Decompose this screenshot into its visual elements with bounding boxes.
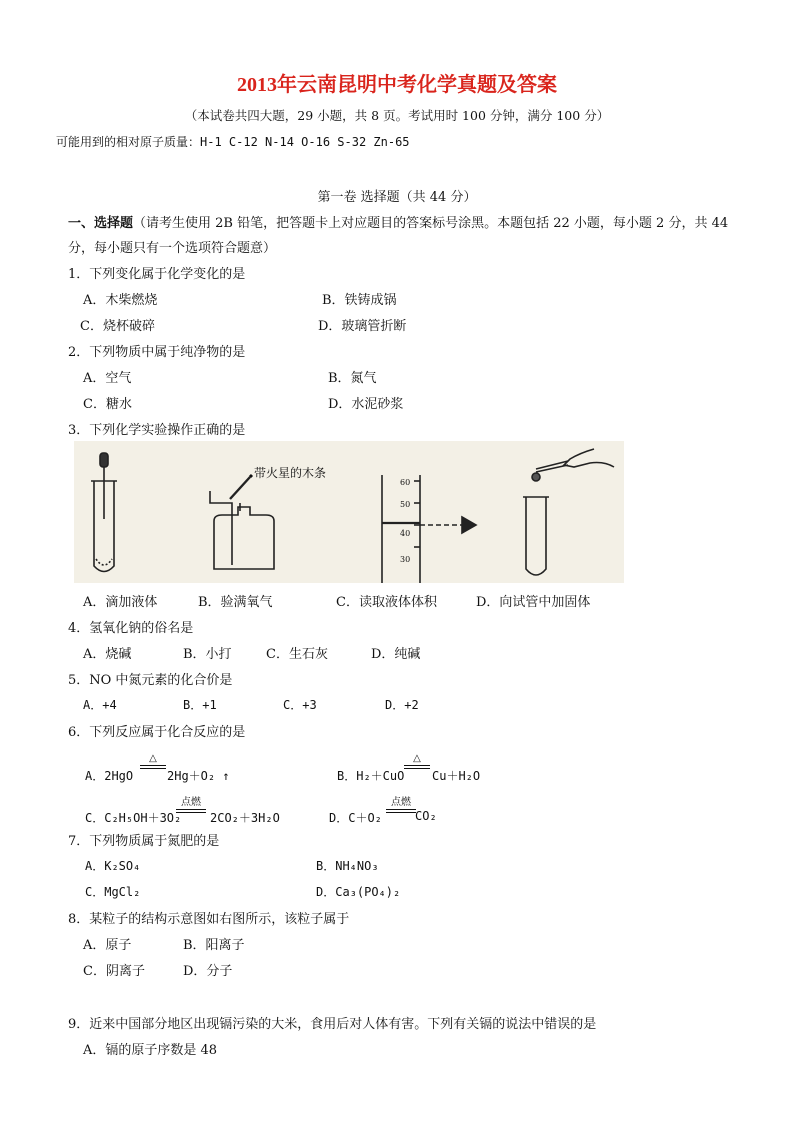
q8-option-b: B．阳离子 [183, 938, 245, 953]
q6-option-b-products: Cu＋H₂O [432, 769, 481, 783]
scale-tick-50: 50 [400, 500, 411, 509]
ignite-condition-d [386, 793, 416, 813]
q4-option-d: D．纯碱 [371, 647, 421, 662]
gas-bottle-illustration [210, 475, 274, 569]
q1-option-b: B．铁铸成锅 [322, 293, 397, 308]
q2-option-c: C．糖水 [83, 397, 132, 412]
q3-option-a: A．滴加液体 [83, 595, 158, 610]
graduated-cylinder-illustration [382, 475, 476, 583]
q6-option-c-products: 2CO₂＋3H₂O [210, 811, 280, 825]
q7-option-c: C．MgCl₂ [85, 885, 141, 899]
q4-option-a: A．烧碱 [83, 647, 132, 662]
q6-option-c-reactants: C．C₂H₅OH＋3O₂ [85, 811, 182, 825]
part1-instructions-line2: 分，每小题只有一个选项符合题意） [68, 241, 277, 256]
q8-option-a: A．原子 [83, 938, 132, 953]
q6-option-a-reactants: A．2HgO [85, 769, 134, 783]
q1-stem: 1．下列变化属于化学变化的是 [68, 267, 246, 282]
part1-label: 一、选择题 [68, 216, 134, 231]
q3-stem: 3．下列化学实验操作正确的是 [68, 423, 246, 438]
atomic-masses: 可能用到的相对原子质量：H-1 C-12 N-14 O-16 S-32 Zn-65 [56, 135, 410, 149]
heat-condition-b [404, 753, 430, 769]
heat-label: △ [413, 753, 421, 764]
ignite-label: 点燃 [181, 797, 201, 808]
q2-option-a: A．空气 [83, 371, 132, 386]
q4-option-c: C．生石灰 [266, 647, 328, 662]
scale-tick-60: 60 [400, 478, 411, 487]
page-title: 2013年云南昆明中考化学真题及答案 [237, 74, 557, 96]
q3-option-d: D．向试管中加固体 [476, 595, 591, 610]
splint-label: 带火星的木条 [254, 466, 327, 480]
q1-option-d: D．玻璃管折断 [318, 319, 407, 334]
q2-option-d: D．水泥砂浆 [328, 397, 404, 412]
tongs-test-tube-illustration [523, 449, 614, 575]
q6-option-d-reactants: D．C＋O₂ [329, 811, 382, 825]
q5-option-b: B．+1 [183, 698, 217, 712]
q7-option-a: A．K₂SO₄ [85, 859, 141, 873]
exam-subtitle: （本试卷共四大题，29 小题，共 8 页。考试用时 100 分钟，满分 100 分） [184, 108, 610, 123]
q4-stem: 4．氢氧化钠的俗名是 [68, 621, 194, 636]
q9-stem: 9．近来中国部分地区出现镉污染的大米，食用后对人体有害。下列有关镉的说法中错误的是 [68, 1017, 597, 1032]
q8-option-d: D．分子 [183, 964, 233, 979]
q2-stem: 2．下列物质中属于纯净物的是 [68, 345, 246, 360]
q7-stem: 7．下列物质属于氮肥的是 [68, 834, 220, 849]
q3-option-b: B．验满氧气 [198, 595, 273, 610]
part1-instructions: （请考生使用 2B 铅笔，把答题卡上对应题目的答案标号涂黑。本题包括 22 小题，每小题 2 分，共 44 [133, 216, 729, 231]
q2-option-b: B．氮气 [328, 371, 377, 386]
q6-stem: 6．下列反应属于化合反应的是 [68, 725, 246, 740]
section-title: 第一卷 选择题（共 44 分） [317, 190, 477, 205]
q1-option-a: A．木柴燃烧 [83, 293, 158, 308]
ignite-condition-c [176, 793, 206, 813]
q9-option-a: A．镉的原子序数是 48 [83, 1043, 218, 1058]
part1-instructions-line1 [68, 212, 728, 231]
q7-option-b: B．NH₄NO₃ [316, 859, 379, 873]
q3-option-c: C．读取液体体积 [336, 595, 437, 610]
q5-option-a: A．+4 [83, 698, 117, 712]
dropper-test-tube-illustration [91, 453, 117, 572]
q6-option-b-reactants: B．H₂＋CuO [337, 769, 405, 783]
q6-option-a-products: 2Hg＋O₂ ↑ [167, 769, 230, 783]
q5-option-c: C．+3 [283, 698, 317, 712]
q6-option-d-products: CO₂ [415, 809, 437, 823]
scale-tick-30: 30 [400, 555, 411, 564]
q3-lab-figure [74, 441, 624, 583]
q8-stem: 8．某粒子的结构示意图如右图所示，该粒子属于 [68, 912, 350, 927]
heat-condition-a [140, 753, 166, 769]
scale-tick-40: 40 [400, 529, 411, 538]
heat-label: △ [149, 753, 157, 764]
q1-option-c: C．烧杯破碎 [80, 319, 155, 334]
ignite-label: 点燃 [391, 797, 411, 808]
q5-stem: 5．NO 中氮元素的化合价是 [68, 673, 233, 688]
lab-operations-illustration [74, 441, 624, 583]
q8-option-c: C．阴离子 [83, 964, 145, 979]
q7-option-d: D．Ca₃(PO₄)₂ [316, 885, 401, 899]
q4-option-b: B．小打 [183, 647, 232, 662]
q5-option-d: D．+2 [385, 698, 419, 712]
